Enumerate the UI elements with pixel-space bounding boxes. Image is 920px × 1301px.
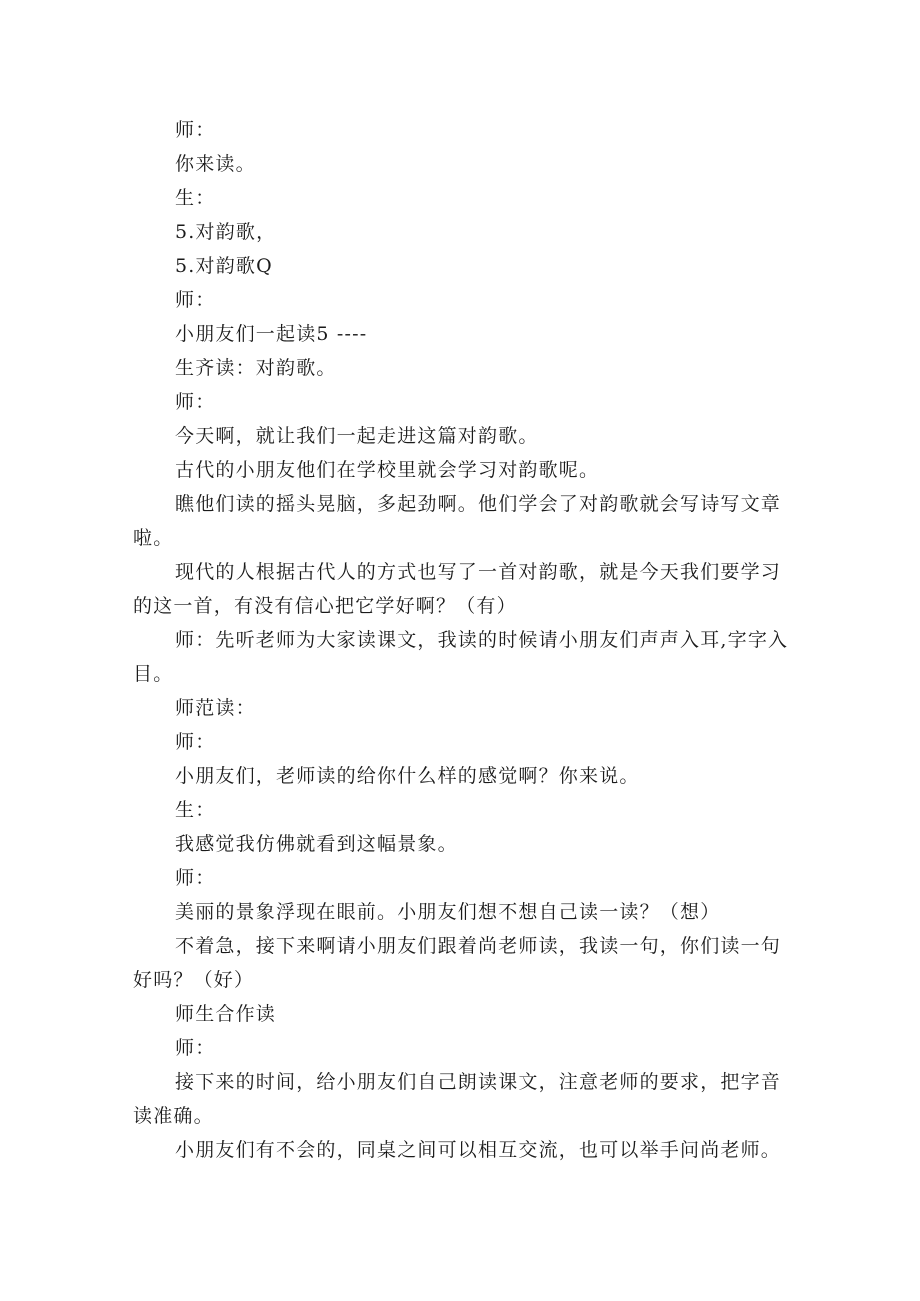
paragraph: 瞧他们读的摇头晃脑，多起劲啊。他们学会了对韵歌就会写诗写文章啦。	[133, 493, 782, 549]
paragraph: 生：	[175, 799, 216, 821]
paragraph: 小朋友们一起读5 ----	[175, 323, 368, 345]
paragraph: 古代的小朋友他们在学校里就会学习对韵歌呢。	[175, 459, 600, 481]
paragraph: 生齐读：对韵歌。	[175, 357, 337, 379]
paragraph: 不着急，接下来啊请小朋友们跟着尚老师读，我读一句，你们读一句好吗？（好）	[133, 935, 782, 991]
paragraph: 我感觉我仿佛就看到这幅景象。	[175, 833, 458, 855]
paragraph: 小朋友们，老师读的给你什么样的感觉啊？你来说。	[175, 765, 640, 787]
paragraph: 师生合作读	[175, 1003, 277, 1025]
paragraph: 5.对韵歌Q	[175, 255, 273, 277]
paragraph: 你来读。	[175, 153, 256, 175]
paragraph: 师：	[175, 1037, 216, 1059]
paragraph: 5.对韵歌，	[175, 221, 277, 243]
paragraph: 小朋友们有不会的，同桌之间可以相互交流，也可以举手问尚老师。	[175, 1139, 782, 1161]
paragraph: 美丽的景象浮现在眼前。小朋友们想不想自己读一读？（想）	[175, 901, 721, 923]
paragraph: 今天啊，就让我们一起走进这篇对韵歌。	[175, 425, 539, 447]
paragraph: 接下来的时间，给小朋友们自己朗读课文，注意老师的要求，把字音读准确。	[133, 1071, 782, 1127]
document-body	[133, 113, 793, 1167]
paragraph: 师：	[175, 391, 216, 413]
paragraph: 师范读：	[175, 697, 256, 719]
paragraph: 师：	[175, 289, 216, 311]
paragraph: 师：	[175, 867, 216, 889]
paragraph: 师：先听老师为大家读课文，我读的时候请小朋友们声声入耳,字字入目。	[133, 629, 789, 685]
paragraph: 生：	[175, 187, 216, 209]
paragraph: 师：	[175, 731, 216, 753]
paragraph: 现代的人根据古代人的方式也写了一首对韵歌，就是今天我们要学习的这一首，有没有信心把它学好啊？（有）	[133, 561, 782, 617]
paragraph: 师：	[175, 119, 216, 141]
